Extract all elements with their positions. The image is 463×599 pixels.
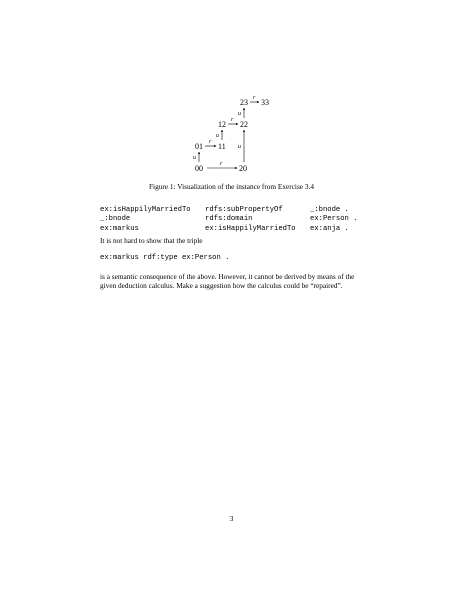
triple-subject: ex:isHappilyMarriedTo [100, 206, 191, 214]
triple-subject: ex:markus [100, 224, 139, 233]
triple-row [100, 215, 357, 224]
label-u-20-22: u [238, 144, 241, 150]
page-number: 3 [229, 514, 234, 523]
label-r-01-11: r [209, 139, 212, 145]
triple-subject: _:bnode [100, 215, 131, 224]
label-r-12-22: r [231, 117, 234, 123]
triple-predicate: rdfs:domain [205, 215, 253, 224]
label-u-11-12: u [216, 133, 219, 139]
triple-predicate: rdfs:subPropertyOf [205, 206, 283, 214]
instance-graph [0, 0, 463, 190]
figure-diagram [0, 0, 463, 190]
conclusion-text: is a semantic consequence of the above. However, it cannot be derived by means of the given deduction calculus. Make a suggestion how the calculus could be “repaired”. [100, 272, 355, 291]
node-12: 12 [218, 120, 226, 129]
triple-row [100, 206, 357, 215]
label-u-00-01: u [193, 155, 196, 161]
label-u-22-23: u [238, 111, 241, 117]
entailed-triple: ex:markus rdf:type ex:Person . [100, 254, 230, 262]
label-r-23-33: r [253, 95, 256, 101]
triple-predicate: ex:isHappilyMarriedTo [205, 224, 296, 233]
triples-table [100, 206, 357, 234]
figure-caption: Figure 1: Visualization of the instance from Exercise 3.4 [149, 182, 314, 191]
node-01: 01 [195, 142, 203, 151]
triple-object: _:bnode . [310, 206, 349, 214]
node-00: 00 [195, 164, 203, 173]
node-20: 20 [239, 164, 247, 173]
node-23: 23 [240, 98, 248, 107]
label-r-00-20: r [220, 161, 223, 167]
triple-object: ex:anja . [310, 224, 349, 233]
triple-row [100, 225, 357, 234]
triple-object: ex:Person . [310, 215, 358, 224]
node-33: 33 [261, 98, 269, 107]
node-22: 22 [240, 120, 248, 129]
intro-text: It is not hard to show that the triple [100, 236, 203, 245]
node-11: 11 [218, 142, 226, 151]
